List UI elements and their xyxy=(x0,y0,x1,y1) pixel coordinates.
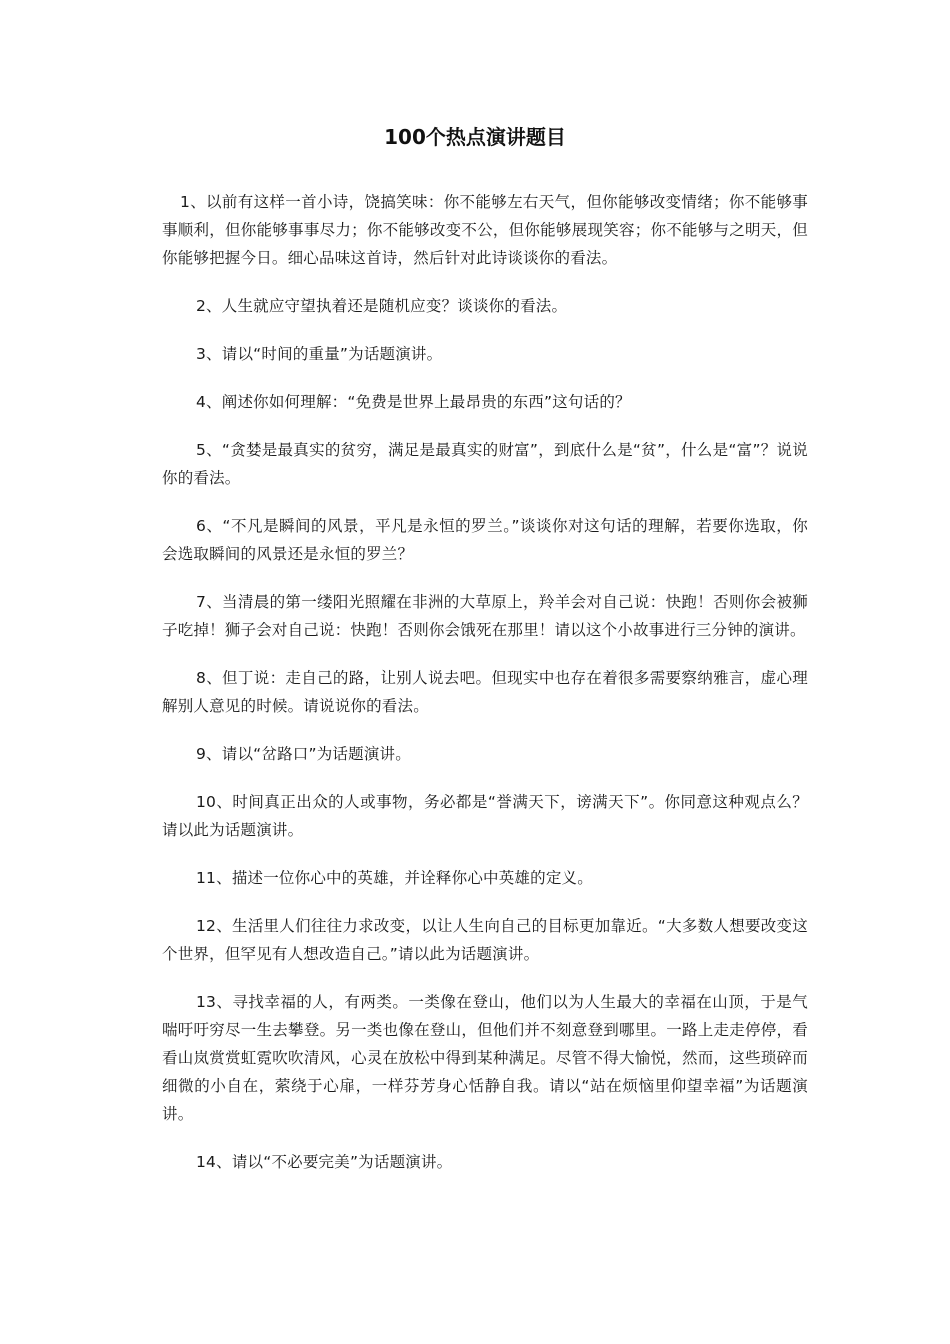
document-title: 100个热点演讲题目 xyxy=(384,125,566,149)
topic-item-5: 5、“贪婪是最真实的贫穷，满足是最真实的财富”，到底什么是“贫”，什么是“富”？说说你的看法。 xyxy=(162,441,808,487)
document-body xyxy=(162,188,808,1196)
topic-item-10: 10、时间真正出众的人或事物，务必都是“誉满天下，谤满天下”。你同意这种观点么？请以此为话题演讲。 xyxy=(162,793,808,839)
topic-item-3: 3、请以“时间的重量”为话题演讲。 xyxy=(196,345,443,363)
topic-item-8: 8、但丁说：走自己的路，让别人说去吧。但现实中也存在着很多需要察纳雅言，虚心理解别人意见的时候。请说说你的看法。 xyxy=(162,669,808,715)
topic-item-12: 12、生活里人们往往力求改变，以让人生向自己的目标更加靠近。“大多数人想要改变这个世界，但罕见有人想改造自己。”请以此为话题演讲。 xyxy=(162,917,808,963)
topic-item-14: 14、请以“不必要完美”为话题演讲。 xyxy=(196,1153,453,1171)
topic-item-4: 4、阐述你如何理解：“免费是世界上最昂贵的东西”这句话的？ xyxy=(196,393,631,411)
topic-item-13: 13、寻找幸福的人，有两类。一类像在登山，他们以为人生最大的幸福在山顶，于是气喘吁吁穷尽一生去攀登。另一类也像在登山，但他们并不刻意登到哪里。一路上走走停停，看看山岚赏赏虹霓吹吹清风，心灵在放松中得到某种满足。尽管不得大愉悦，然而，这些琐碎而细微的小自在，萦绕于心扉，一样芬芳身心恬静自我。请以“站在烦恼里仰望幸福”为话题演讲。 xyxy=(162,993,808,1123)
topic-item-9: 9、请以“岔路口”为话题演讲。 xyxy=(196,745,411,763)
topic-item-1: 1、以前有这样一首小诗，饶搞笑味：你不能够左右天气，但你能够改变情绪；你不能够事事顺利，但你能够事事尽力；你不能够改变不公，但你能够展现笑容；你不能够与之明天，但你能够把握今日。细心品味这首诗，然后针对此诗谈谈你的看法。 xyxy=(162,193,808,267)
topic-item-2: 2、人生就应守望执着还是随机应变？谈谈你的看法。 xyxy=(196,297,568,315)
topic-item-7: 7、当清晨的第一缕阳光照耀在非洲的大草原上，羚羊会对自己说：快跑！否则你会被狮子吃掉！狮子会对自己说：快跑！否则你会饿死在那里！请以这个小故事进行三分钟的演讲。 xyxy=(162,593,808,639)
topic-item-6: 6、“不凡是瞬间的风景，平凡是永恒的罗兰。”谈谈你对这句话的理解，若要你选取，你会选取瞬间的风景还是永恒的罗兰？ xyxy=(162,517,808,563)
topic-item-11: 11、描述一位你心中的英雄，并诠释你心中英雄的定义。 xyxy=(196,869,593,887)
